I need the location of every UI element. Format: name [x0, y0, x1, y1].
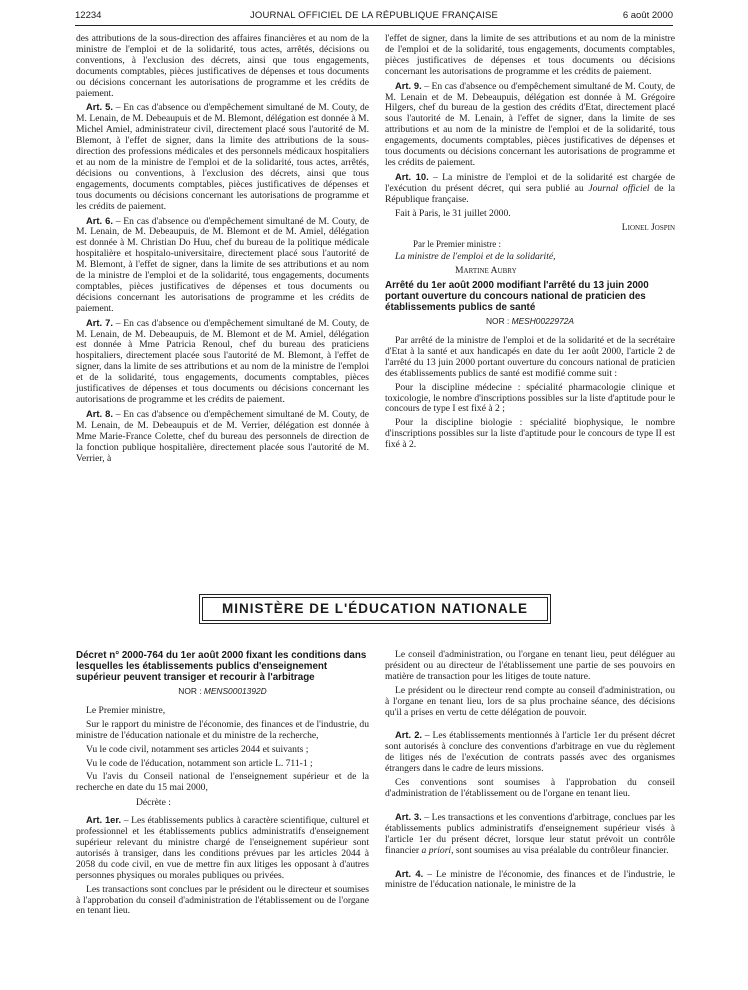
spacer	[385, 803, 675, 812]
article-text: – Le ministre de l'économie, des finances et de l'industrie, le ministre de l'éducation nationale, le ministre de la	[385, 868, 675, 891]
paragraph: Le conseil d'administration, ou l'organe en tenant lieu, peut déléguer au président ou au directeur de l'établissement une partie de ses pouvoirs en matière de transaction pour les litiges de toute nature.	[385, 649, 675, 682]
article-label: Art. 9.	[395, 79, 422, 91]
journal-title: JOURNAL OFFICIEL DE LA RÉPUBLIQUE FRANÇAISE	[249, 10, 499, 21]
article-label: Art. 7.	[86, 316, 113, 328]
paragraph: Pour la discipline biologie : spécialité biophysique, le nombre d'inscriptions possibles sur la liste d'aptitude pour le concours de type II est fixé à 2.	[385, 417, 675, 451]
arrete-nor	[385, 316, 675, 327]
article-3	[385, 812, 675, 857]
column-bottom-right	[385, 650, 675, 894]
paragraph: Sur le rapport du ministre de l'économie, des finances et de l'industrie, du ministre de l'éducation nationale et du ministre de la recherche,	[76, 718, 369, 741]
nor-label: NOR :	[486, 316, 512, 327]
article-10	[385, 172, 675, 206]
article-text: – En cas d'absence ou d'empêchement simultané de M. Couty, de M. Lenain, de M. Debeaupuis, de M. Blemont et de M. Amiel, délégation est donnée à M. Christian Do Huu, chef du bureau de la politique médicale hospitalière et hospitalo-universitaire, directement placé sous l'autorité de M. Blemont, à l'effet de signer, dans la limite de ses attributions et au nom de la ministre de l'emploi et de la solidarité, tous engagements, documents comptables, pièces justificatives de dépenses et tous documents ou décisions concernant les autorisations de programme et les crédits de paiement.	[76, 215, 369, 314]
article-label: Art. 2.	[395, 729, 423, 741]
column-top-left	[76, 34, 369, 467]
paragraph: Vu l'avis du Conseil national de l'enseignement supérieur et de la recherche en date du 15 mai 2000,	[76, 771, 369, 794]
article-text: , sont soumises au visa préalable du contrôleur financier.	[451, 844, 669, 856]
article-text: – Les établissements publics à caractère scientifique, culturel et professionnel et les établissements publics administratifs d'enseignement supérieur relevant du ministre chargé de l'enseignement supérieur sont autorisés à transiger, dans les conditions prévues par les articles 2044 à 2058 du code civil, en vue de mettre fin aux litiges les opposant à d'autres personnes physiques ou morales publiques ou privées.	[76, 815, 369, 881]
header-rule	[75, 25, 673, 26]
decrete: Décrète :	[136, 797, 171, 809]
paragraph: Ces conventions sont soumises à l'approbation du conseil d'administration de l'établissement ou de l'organe en tenant lieu.	[385, 777, 675, 799]
nor-code: MENS0001392D	[203, 686, 267, 696]
fait-a-paris: Fait à Paris, le 31 juillet 2000.	[395, 207, 511, 219]
article-5	[76, 102, 369, 212]
paragraph: Le Premier ministre,	[86, 704, 166, 716]
paragraph: Le président ou le directeur rend compte au conseil d'administration, ou à l'organe en tenant lieu, lors de sa plus prochaine séance, des décisions qu'il a prises en vertu de cette délégation de pouvoir.	[385, 684, 675, 718]
paragraph: l'effet de signer, dans la limite de ses attributions et au nom de la ministre de l'emploi et de la solidarité, tous engagements, documents comptables, pièces justificatives de dépenses et tous documents ou décisions concernant les autorisations de programme et les crédits de paiement.	[385, 33, 675, 77]
journal-reference: Journal officiel	[588, 182, 650, 194]
article-2	[385, 730, 675, 775]
nor-code: MESH0022972A	[511, 316, 574, 327]
minister-name: Martine Aubry	[455, 265, 517, 277]
article-text: – En cas d'absence ou d'empêchement simultané de M. Couty, de M. Lenain et de M. Debeaupuis, délégation est donnée à M. Grégoire Hilgers, chef du bureau de la gestion des crédits d'Etat, directement placé sous l'autorité de M. Lenain, à l'effet de signer, dans la limite de ses attributions et au nom de la ministre de l'emploi et de la solidarité, tous engagements, documents comptables, pièces justificatives de dépenses et tous documents ou décisions concernant les autorisations de programme et les crédits de paiement.	[385, 80, 675, 168]
arrete-title: Arrêté du 1er août 2000 modifiant l'arrêté du 13 juin 2000 portant ouverture du concours national de praticien des établissements publics de santé	[385, 280, 649, 314]
article-label: Art. 6.	[86, 214, 113, 226]
paragraph: Vu le code de l'éducation, notamment son article L. 711-1 ;	[86, 757, 313, 769]
column-bottom-left	[76, 650, 369, 920]
spacer	[385, 860, 675, 869]
column-top-right	[385, 34, 675, 454]
article-4	[385, 869, 675, 892]
nor-label: NOR :	[178, 686, 204, 696]
article-text: – En cas d'absence ou d'empêchement simultané de M. Couty, de M. Lenain, de M. Debeaupuis et de M. Verrier, délégation est donnée à Mme Marie-France Colette, chef du bureau des personnels de direction de la fonction publique hospitalière, directement placée sous l'autorité de M. Verrier, à	[76, 408, 369, 464]
paragraph: Les transactions sont conclues par le président ou le directeur et soumises à l'approbation du conseil d'administration de l'établissement ou de l'organe en tenant lieu.	[76, 883, 369, 917]
article-label: Art. 10.	[395, 170, 429, 182]
page-number: 12234	[75, 10, 102, 21]
ministry-title: MINISTÈRE DE L'ÉDUCATION NATIONALE	[222, 601, 528, 616]
article-label: Art. 3.	[395, 810, 422, 822]
article-label: Art. 1er.	[86, 814, 122, 826]
article-text: de la République française.	[385, 182, 675, 205]
article-text: – Les établissements mentionnés à l'article 1er du présent décret sont autorisés à conclure des conventions d'arbitrage en vue du règlement de litiges nés de l'exécution de contrats passés avec des organismes étrangers dans le cadre de leurs missions.	[385, 730, 675, 775]
a-priori: a priori	[421, 844, 452, 856]
ministry-banner	[202, 597, 548, 621]
article-label: Art. 8.	[86, 407, 113, 419]
article-label: Art. 5.	[86, 101, 113, 113]
article-text: – Les transactions et les conventions d'arbitrage, conclues par les établissements publics administratifs d'enseignement supérieur visés à l'article 1er du présent décret, lorsque leur statut prévoit un contrôle financier	[385, 811, 675, 856]
article-7	[76, 318, 369, 406]
signature-prime-minister: Lionel Jospin	[621, 221, 675, 233]
paragraph: Par arrêté de la ministre de l'emploi et de la solidarité et de la secrétaire d'Etat à la santé et aux handicapés en date du 1er août 2000, l'article 2 de l'arrêté du 13 juin 2000 portant ouverture du concours national de praticien des établissements publics de santé est modifié comme suit :	[385, 335, 675, 379]
article-text: – En cas d'absence ou d'empêchement simultané de M. Couty, de M. Lenain, de M. Debeaupuis, de M. Blemont et de M. Amiel, délégation est donnée à Mme Patricia Renoul, chef du bureau des praticiens hospitaliers, directement placée sous l'autorité de M. Blemont, à l'effet de signer, dans la limite de ses attributions et au nom de la ministre de l'emploi et de la solidarité, tous engagements, documents comptables, pièces justificatives de dépenses et tous documents ou décisions concernant les autorisations de programme et les crédits de paiement.	[76, 317, 369, 405]
article-6	[76, 216, 369, 315]
page-header	[75, 10, 673, 24]
par-le-premier-ministre: Par le Premier ministre :	[413, 239, 501, 250]
paragraph: des attributions de la sous-direction des affaires financières et au nom de la ministre de l'emploi et de la solidarité, tous actes, arrêtés, décisions ou conventions, à l'exclusion des décrets, ainsi que tous engagements, documents comptables, pièces justificatives de dépenses et tous documents ou décisions concernant les autorisations de programme et les crédits de paiement.	[76, 33, 369, 99]
paragraph: Pour la discipline médecine : spécialité pharmacologie clinique et toxicologie, le nombre d'inscriptions possibles sur la liste d'aptitude pour le concours de type I est fixé à 2 ;	[385, 381, 675, 415]
issue-date: 6 août 2000	[622, 10, 673, 21]
article-9	[385, 81, 675, 169]
minister-role: La ministre de l'emploi et de la solidarité,	[395, 251, 556, 263]
article-text: – En cas d'absence ou d'empêchement simultané de M. Couty, de M. Lenain, de M. Debeaupuis et de M. Blemont, délégation est donnée à M. Michel Amiel, administrateur civil, directement placé sous l'autorité de M. Blemont, à l'effet de signer, dans la limite des attributions de la sous-direction des professions médicales et des personnels médicaux hospitaliers et au nom de la ministre de l'emploi et de la solidarité, tous actes, arrêtés, décisions ou conventions, à l'exclusion des décrets, ainsi que tous engagements, documents comptables, pièces justificatives de dépenses et tous documents ou décisions concernant les autorisations de programme et les crédits de paiement.	[76, 102, 369, 212]
decree-nor	[76, 686, 369, 697]
article-text: – La ministre de l'emploi et de la solidarité est chargée de l'exécution du présent décret, qui sera publié au	[385, 171, 675, 194]
paragraph: Vu le code civil, notamment ses articles 2044 et suivants ;	[86, 743, 309, 755]
article-8	[76, 409, 369, 465]
article-1	[76, 815, 369, 881]
article-label: Art. 4.	[395, 867, 424, 879]
decree-title: Décret n° 2000-764 du 1er août 2000 fixant les conditions dans lesquelles les établissements publics d'enseignement supérieur peuvent transiger et recourir à l'arbitrage	[76, 650, 367, 683]
